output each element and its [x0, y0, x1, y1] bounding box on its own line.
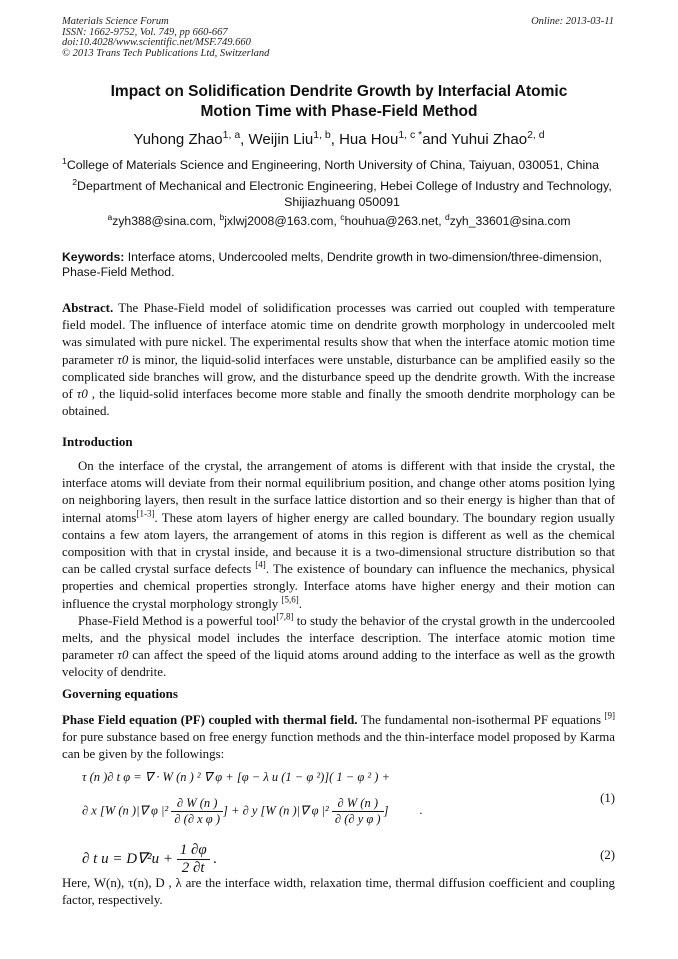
intro-p1-d: . — [298, 596, 302, 611]
affiliation-1-text: College of Materials Science and Engineering, North University of China, Taiyuan, 030051, China — [66, 158, 600, 172]
eq1-term-c: ] — [383, 803, 389, 818]
online-date: Online: 2013-03-11 — [531, 16, 614, 27]
email-a-sup: a — [107, 211, 113, 222]
tau0-symbol: τ0 — [76, 387, 88, 402]
governing-text-1: The fundamental non-isothermal PF equations — [357, 713, 605, 727]
email-list — [62, 211, 616, 228]
equation-1-line-2 — [82, 796, 423, 827]
intro-p1-b: . These atom layers of higher energy are called boundary. The boundary region usually contains a few atom layers, the arrangement of atoms in this region is different as well as the chemical composition with that in crystal inside, and because it is a two-dimensional structure distribution so that can be called crystal surface defects — [62, 510, 616, 577]
abstract-text-3: , the liquid-solid interfaces become more stable and finally the smooth dendrite morphology can be obtained. — [62, 387, 616, 419]
equation-1-line-1: τ (n )∂ t φ = ∇ · W (n ) ² ∇ φ + [φ − λ u (1 − φ ²)]( 1 − φ ² ) + — [82, 770, 391, 784]
eq1-frac1-den: ∂ (∂ x φ ) — [174, 812, 221, 826]
intro-p2-b: to study the behavior of the crystal growth in the undercooled melts, and the physical model includes the interface description. The interface atomic motion time parameter — [62, 613, 615, 663]
email-d[interactable]: zyh_33601@sina.com — [449, 214, 571, 228]
affiliation-2-sup: 2 — [72, 176, 78, 187]
eq2-den: 2 ∂t — [181, 860, 205, 876]
email-a[interactable]: zyh388@sina.com, — [112, 214, 220, 228]
intro-paragraph-1 — [62, 458, 615, 613]
governing-body — [62, 712, 615, 764]
tau0-symbol: τ0 — [117, 352, 129, 367]
doi[interactable]: doi:10.4028/www.scientific.net/MSF.749.660 — [62, 37, 251, 48]
email-c[interactable]: houhua@263.net, — [344, 214, 445, 228]
eq1-fraction-2 — [332, 796, 384, 827]
journal-name: Materials Science Forum — [62, 16, 169, 27]
author-4-sup: 2, d — [527, 129, 545, 141]
author-1-sup: 1, a — [222, 129, 241, 141]
eq2-lhs: ∂ t u = D∇²u + — [82, 850, 177, 867]
tau0-symbol: τ0 — [117, 648, 129, 663]
email-b-sup: b — [219, 211, 225, 222]
keywords-text: Interface atoms, Undercooled melts, Dendrite growth in two-dimension/three-dimension, Phase-Field Method. — [62, 250, 602, 279]
citation[interactable]: [9] — [604, 710, 616, 721]
abstract — [62, 300, 615, 420]
title-line-2: Motion Time with Phase-Field Method — [200, 103, 478, 120]
citation[interactable]: [1-3] — [136, 508, 155, 519]
governing-equations-heading: Governing equations — [62, 686, 178, 701]
equation-2-number: (2) — [600, 848, 615, 862]
copyright: © 2013 Trans Tech Publications Ltd, Switzerland — [62, 47, 270, 59]
eq2-period: . — [209, 850, 218, 867]
affiliation-2-text: Department of Mechanical and Electronic Engineering, Hebei College of Industry and Technology, Shijiazhuang 050091 — [77, 179, 612, 209]
abstract-text-1: The Phase-Field model of solidification processes was carried out coupled with temperature field model. The influence of interface atomic time on dendrite growth morphology in undercooled melt was simulated with pure nickel. The experimental results show that when the interface atomic motion time parameter — [62, 301, 615, 367]
intro-p1-c: . The existence of boundary can influence the mechanics, physical properties and chemical properties strongly. Interface atoms have higher energy and their motion can influence the crystal morphology strongly — [62, 562, 615, 611]
title-line-1: Impact on Solidification Dendrite Growth by Interfacial Atomic — [110, 83, 568, 100]
author-1: Yuhong Zhao — [133, 131, 223, 148]
eq1-fraction-1 — [171, 796, 223, 827]
issn: ISSN: 1662-9752, Vol. 749, pp 660-667 — [62, 26, 228, 38]
eq2-num: 1 ∂φ — [177, 842, 210, 860]
intro-paragraph-2 — [62, 613, 615, 682]
email-c-sup: c — [340, 211, 345, 222]
email-b[interactable]: jxlwj2008@163.com, — [224, 214, 341, 228]
intro-p2-a: Phase-Field Method is a powerful tool — [78, 613, 277, 628]
eq1-term-b: ] + ∂ y [W (n )|∇ φ |² — [223, 803, 332, 818]
author-list — [62, 131, 616, 148]
intro-p1-a: On the interface of the crystal, the arrangement of atoms is different with that inside the crystal, the interface atoms will deviate from their normal equilibrium position, and change other atoms position lying on neighboring layers, then result in the surface lattice distortion and so their energy is higher than that of internal atoms — [62, 459, 615, 525]
email-d-sup: d — [444, 211, 450, 222]
governing-paragraph — [62, 712, 615, 764]
governing-text-2: for pure substance based on free energy function methods and the thin-interface model proposed by Karma can be given by the followings: — [62, 730, 615, 762]
citation[interactable]: [4] — [255, 559, 266, 570]
eq2-fraction — [177, 842, 210, 877]
variables-text: Here, W(n), τ(n), D , λ are the interface width, relaxation time, thermal diffusion coefficient and coupling factor, respectively. — [62, 876, 615, 908]
affiliation-1 — [62, 157, 622, 173]
intro-p2-c: can affect the speed of the liquid atoms around adding to the interface as well as the growth velocity of dendrite. — [62, 648, 616, 680]
equation-1-number: (1) — [600, 791, 615, 805]
eq1-frac2-den: ∂ (∂ y φ ) — [334, 812, 381, 826]
author-3-sup: 1, c * — [398, 129, 423, 141]
journal-header — [62, 17, 269, 59]
abstract-text-2: is minor, the liquid-solid interfaces were unstable, disturbance can be amplified easily so the complicated side branches will grow, and the disturbance speed up the dendrite growth. With the increase of — [62, 352, 616, 402]
affiliation-1-sup: 1 — [62, 155, 67, 166]
keywords-label: Keywords: — [62, 250, 125, 264]
citation[interactable]: [7,8] — [276, 611, 294, 622]
variables-explanation — [62, 875, 615, 909]
governing-subheading: Phase Field equation (PF) coupled with thermal field. — [62, 713, 358, 727]
keywords — [62, 250, 618, 280]
eq1-frac2-num: ∂ W (n ) — [332, 796, 384, 812]
eq1-period: . — [419, 803, 423, 818]
paper-title — [62, 82, 616, 122]
eq1-frac1-num: ∂ W (n ) — [171, 796, 223, 812]
introduction-body — [62, 458, 615, 682]
equation-2 — [82, 842, 217, 877]
affiliation-2 — [62, 178, 622, 210]
introduction-heading: Introduction — [62, 434, 133, 449]
author-4: and Yuhui Zhao — [422, 131, 528, 148]
author-2: , Weijin Liu — [240, 131, 314, 148]
eq1-term-a: ∂ x [W (n )|∇ φ |² — [82, 803, 172, 818]
author-3: , Hua Hou — [330, 131, 399, 148]
abstract-label: Abstract. — [62, 301, 114, 315]
author-2-sup: 1, b — [313, 129, 331, 141]
citation[interactable]: [5,6] — [281, 594, 299, 605]
